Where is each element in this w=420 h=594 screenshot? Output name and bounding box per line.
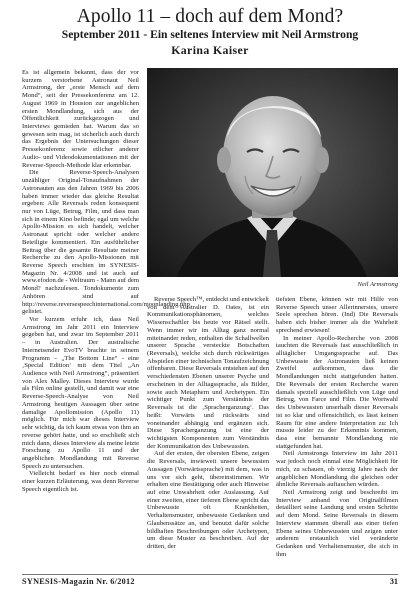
text-column-3	[276, 296, 398, 573]
paragraph: tiefsten Ebene, können wir mit Hilfe von Reverse Speech unser Allerinnerstes, unsere Seele sprechen hören. (Ind) Die Reversals haben sich bisher immer als die Wahrheit sprechend erwiesen!	[276, 296, 398, 334]
footer-divider	[22, 574, 398, 575]
portrait-illustration	[147, 68, 398, 277]
article-author: Karina Kaiser	[171, 43, 249, 57]
paragraph: Reverse Speech™, entdeckt und entwickelt von dem Australier D. Oates, ist ein Kommunikationsphänomen, welches Wissenschaftler bis heute vor Rätsel stellt. Wenn immer wir im Alltag ganz normal miteinander reden, enthalten die Schallwellen unserer Sprache versteckte Botschaften (Reversals), welche sich durch rückwärtiges Abspielen einer technischen Tonaufzeichnung offenbaren. Diese Reversals entstehen auf den verschiedensten Ebenen unserer Psyche und erscheinen in der Alltagssprache, als Bilder, sowie auch Metaphern und Archetypen. Ein wichtiger Punkt zum Verständnis der Reversals ist die ‚Spracherganzung‘. Das heißt: Vorwärts und rückwärts sind voneinander abhängig und ergänzen sich. Diese Spracherganzung ist eine der wichtigsten Komponenten zum Verständnis der Kommunikation des Unbewussten.	[147, 296, 269, 450]
paragraph: Vielleicht bedarf es hier noch einmal einer kurzen Erläuterung, was denn Reverse Speech eigentlich ist.	[22, 470, 139, 493]
paragraph: Neil Armstrong zeigt und beschreibt im Interview anhand von Originalfilmen detailliert seine Landung und ersten Schritte auf dem Mond. Seine Reversals in diesem Interview stammen überall aus einer tiefen Ebene seines Unbewussten und zeigen unter anderem erstaunlich viel veränderte Gedanken und Verhaltensmuster, die sich in ihm	[276, 488, 398, 558]
paragraph: Es ist allgemein bekannt, dass der vor kurzem verstorbene Astronaut Neil Armstrong, der „erste Mensch auf dem Mond“, seit der Pressekonferenz am 12. August 1969 in Houston zur angeblichen ersten Mondlandung, sich aus der Öffentlichkeit zurückgezogen und Interviews gemieden hat. Warum das so gewesen sein mag, ist sicherlich auch durch das Ergebnis der Untersuchungen dieser Pressekonferenz sowie etlicher anderer Audio- und Videodokumentationen mit der Reverse-Speech-Methode klar erkennbar.	[22, 69, 139, 169]
paragraph: Vor kurzem erfuhr ich, dass Neil Armstrong im Jahr 2011 ein Interview gegeben hat, und zwar im September 2011 – in Australien. Der australische Internetsender EvoTV brachte in seinem Programm – „The Bottom Line“ - eine ‚Special Edition‘ mit dem Titel „An Audience with Neil Armstrong“, präsentiert von Alex Malley. Dieses Interview wurde als Film online gestellt, und damit war eine Reverse-Speech-Analyse von Neil Armstrong heutigen Aussagen über seine damalige Apollomission (Apollo 11) möglich. Für mich war dieses Interview sehr wichtig, da ich kaum etwas von ihm an reverse gehört hatte, und so erschließt sich mich dann, dieses Interview als meine letzte Forschung zu Apollo 11 und der angeblichen Mondlandung mit Reverse Speech zu untersuchen.	[22, 316, 139, 470]
article-subtitle: September 2011 - Ein seltenes Interview mit Neil Armstrong	[61, 28, 359, 41]
page-footer	[22, 577, 398, 589]
portrait-photo	[147, 68, 398, 277]
paragraph: Auf der ersten, der obersten Ebene, zeigen die Reversals, inwieweit unsere bewussten Aussagen (Vorwärtssprache) mit dem, was in uns vor sich geht, übereinstimmen. Wir erhalten eine Bestätigung oder auch Hinweise auf eine Unwahrheit oder Auslassung. Auf einer zweiten, einer tieferen Ebene spricht das Unbewusste oft Krankheiten, Verhaltensmuster, unbewusste Gedanken und Glaubenssätze an, und benutzt dafür solche bildhaften Beschreibungen oder Archetypen, um diese Muster zu beschreiben. Auf der dritten, der	[147, 450, 269, 550]
paragraph: Die Reverse-Speech-Analysen unzähliger Original-Tonaufnahmen der Astronauten aus den Jahren 1969 bis 2006 haben immer wieder das gleiche Resultat ergeben: Alle Reversals reden konsequent nur von Lüge, Betrug, Film, und dass man sich in einem Kino befinde; egal um welche Apollo-Mission es sich handelt, welcher Astronaut spricht oder welcher andere Beteiligte kommentiert. Ein ausführlicher Beitrag über die gesamte Resultate meiner Recherche zu den Apollo-Missionen mit Reverse Speech erschien im SYNESIS-Magazin Nr. 4/2008 und ist auch auf www.efodon.de - Weltraum - Mann auf dem Mond? nachzulesen. Tondokumente zum Anhören sind auf http://reverse.reversespeechinternational.com/moonlanding.php gelistet.	[22, 169, 190, 316]
text-column-2	[147, 296, 269, 573]
magazine-issue: SYNESIS-Magazin Nr. 6/2012	[22, 577, 135, 586]
page-number: 31	[389, 577, 398, 586]
photo-caption: Neil Armstrong	[357, 281, 398, 288]
paragraph: Neil Armstrongs Interview im Jahr 2011 war jedoch noch einmal eine Möglichkeit für mich, zu schauen, ob vierzig Jahre nach der angeblichen Mondlandung die gleichen oder ähnliche Reversals auftauchen würden.	[276, 450, 398, 489]
text-column-1	[22, 69, 190, 573]
paragraph: In meiner Apollo-Recherche von 2008 tauchten die Reversals fast ausschließlich in alltäglicher Umgangssprache auf. Das Unbewusste der Astronauten ließ keinen Zweifel aufkommen, dass die Mondlandungen nicht stattgefunden hatten. Die Reversals der ersten Recherche waren damals speziell ausschließlich von Lüge und Betrug, von Farce und Film. Die Wortwahl des Unbewussten unserhalb dieser Reversals ist so klar und offensichtlich, es lässt keinen Raum für eine andere Interpretation zu: Ich musste leider zu der Erkenntnis kommen, dass eine bemannte Mondlandung nie stattgefunden hat.	[276, 334, 398, 450]
article-title: Apollo 11 – doch auf dem Mond?	[76, 6, 344, 27]
